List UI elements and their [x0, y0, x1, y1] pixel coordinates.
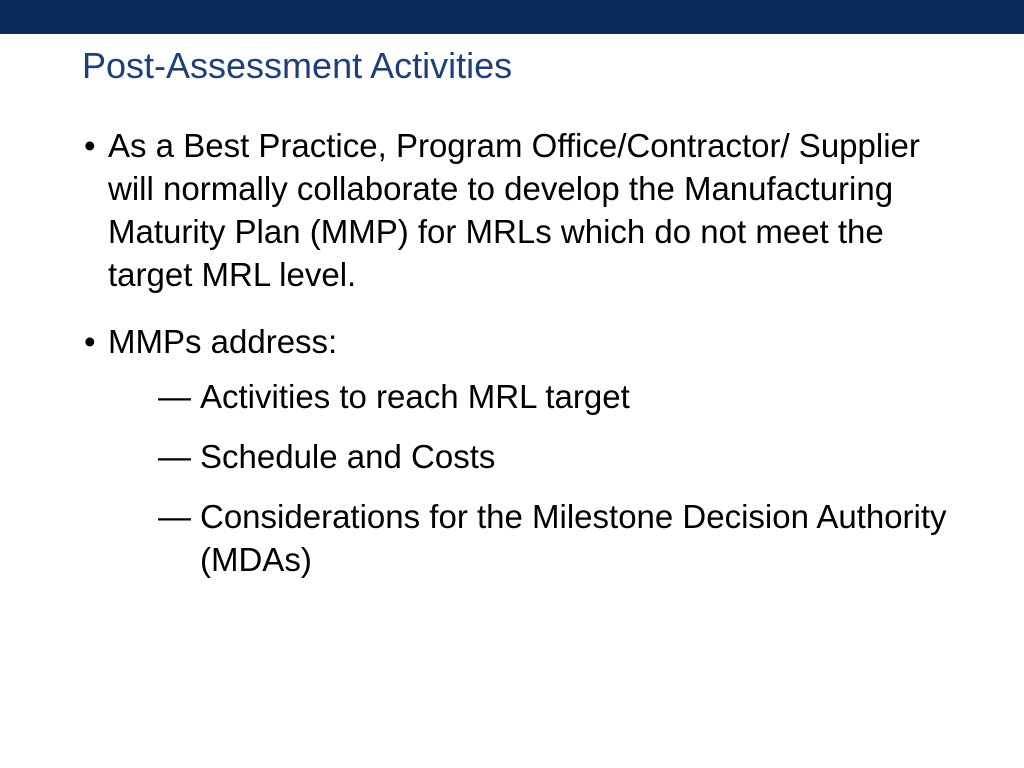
bullet-marker: • — [84, 127, 96, 164]
sub-bullet-text: Considerations for the Milestone Decision Authority (MDAs) — [200, 498, 947, 578]
sub-bullet-marker: — — [158, 498, 191, 535]
sub-bullet-activities — [108, 375, 960, 418]
sub-bullet-schedule — [108, 435, 960, 478]
sub-bullet-text: Activities to reach MRL target — [200, 378, 630, 415]
header-bar — [0, 0, 1024, 34]
bullet-text: MMPs address: — [108, 323, 338, 360]
bullet-text: As a Best Practice, Program Office/Contractor/ Supplier will normally collaborate to develop the Manufacturing Maturity Plan (MMP) for MRLs which do not meet the target MRL level. — [108, 127, 920, 293]
sub-bullet-considerations — [108, 495, 960, 581]
bullet-best-practice — [80, 124, 960, 296]
sub-bullet-marker: — — [158, 378, 191, 415]
slide-title: Post-Assessment Activities — [82, 45, 513, 86]
bullet-mmps-address — [80, 320, 960, 581]
slide-content — [80, 124, 960, 605]
sub-bullet-list — [108, 375, 960, 581]
sub-bullet-marker: — — [158, 438, 191, 475]
bullet-marker: • — [84, 323, 96, 360]
sub-bullet-text: Schedule and Costs — [200, 438, 496, 475]
